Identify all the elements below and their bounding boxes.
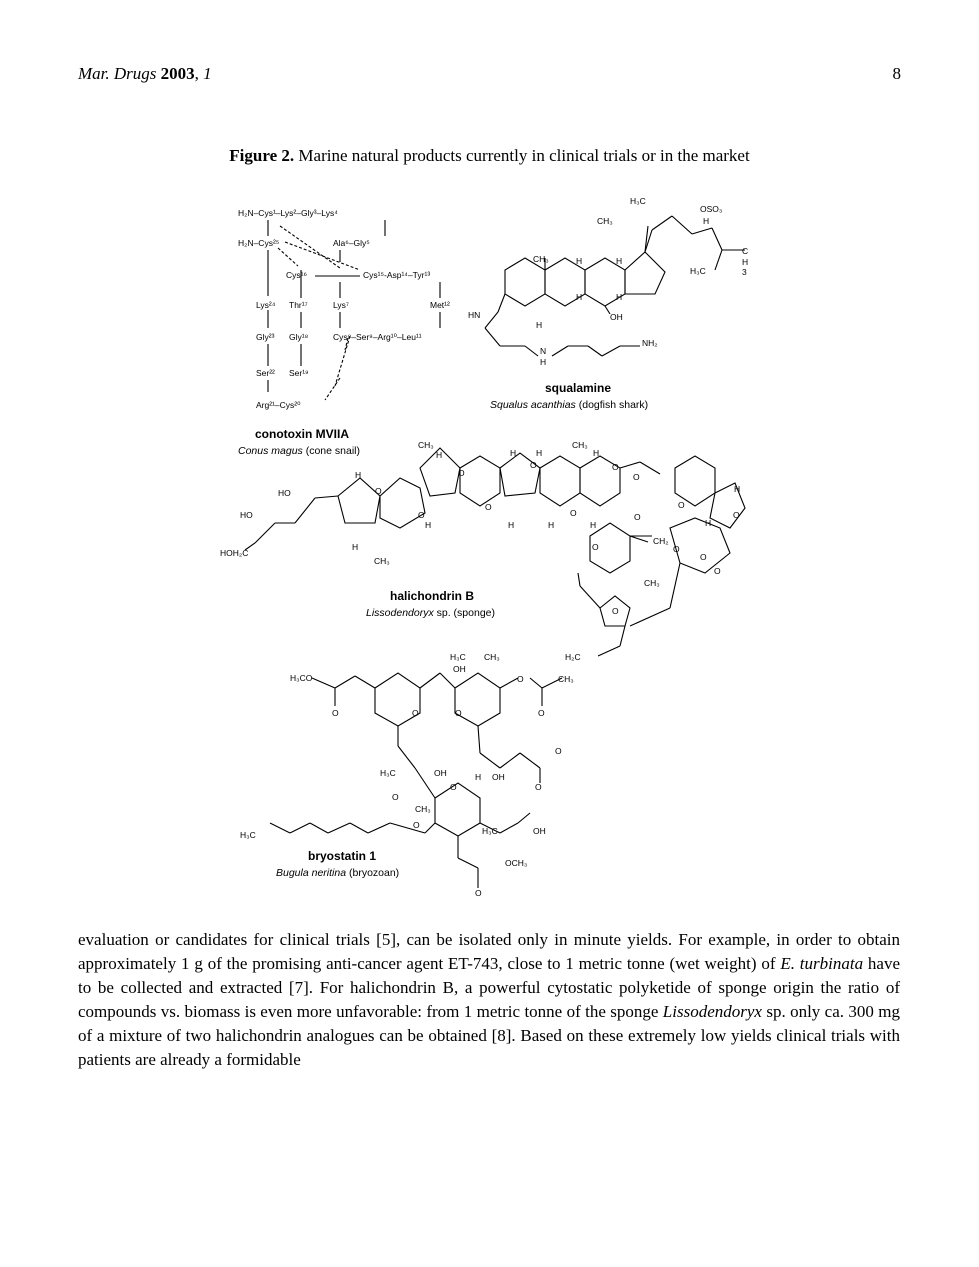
atom-label: CH₃ xyxy=(644,578,660,588)
atom-label: H₃C xyxy=(450,652,466,662)
atom-label: H xyxy=(703,216,710,226)
running-header: Mar. Drugs 2003, 1 xyxy=(78,64,212,83)
source-species: Bugula neritina xyxy=(276,867,347,879)
atom-label: O xyxy=(555,746,562,756)
conotoxin-row-6a: Ser²² xyxy=(256,368,275,378)
compound-name-halichondrin: halichondrin B xyxy=(390,589,474,603)
atom-label: O xyxy=(678,500,685,510)
source-common: (bryozoan) xyxy=(346,867,400,879)
atom-label: CH₃ xyxy=(484,652,500,662)
conotoxin-row-6b: Ser¹⁹ xyxy=(289,368,309,378)
atom-label: NH₂ xyxy=(642,338,658,348)
text-run-italic: Lissodendoryx xyxy=(662,1002,762,1021)
text-run: sp. only ca. 300 mg of a mixture of two halichondrin analogues can be obtained [8]. Based on these extremely low yields clinical trials with patients are already a formidable xyxy=(78,1002,900,1069)
atom-label: CH₂ xyxy=(653,536,669,546)
atom-label: O xyxy=(700,552,707,562)
atom-label: C xyxy=(742,246,749,256)
source-common: sp. (sponge) xyxy=(433,607,496,619)
atom-label: H₃C xyxy=(240,830,256,840)
atom-label: O xyxy=(375,486,382,496)
atom-label: H xyxy=(436,450,443,460)
conotoxin-row-3a: Cys¹⁶ xyxy=(286,270,307,280)
atom-label: H xyxy=(355,470,362,480)
atom-label: H xyxy=(590,520,597,530)
structures-svg xyxy=(200,178,800,898)
atom-label: OH xyxy=(434,768,447,778)
journal-year: 2003 xyxy=(160,64,195,83)
source-species: Squalus acanthias xyxy=(490,399,576,411)
atom-label: O xyxy=(455,708,462,718)
atom-label: HO xyxy=(240,510,253,520)
atom-label: O xyxy=(673,544,680,554)
atom-label: H xyxy=(705,518,712,528)
atom-label: H xyxy=(540,357,547,367)
atom-label: CH₃ xyxy=(597,216,613,226)
atom-label: 3 xyxy=(742,267,747,277)
atom-label: H₃C xyxy=(690,266,706,276)
atom-label: H xyxy=(508,520,515,530)
atom-label: H xyxy=(616,256,623,266)
text-run-italic: E. turbinata xyxy=(780,954,864,973)
conotoxin-row-3b: Cys¹⁵-Asp¹⁴–Tyr¹³ xyxy=(363,270,431,280)
atom-label: O xyxy=(633,472,640,482)
paragraph-text xyxy=(78,928,900,1072)
atom-label: O xyxy=(612,462,619,472)
conotoxin-row-4a: Lys²⁴ xyxy=(256,300,276,310)
atom-label: H xyxy=(536,320,543,330)
atom-label: H₃C xyxy=(482,826,498,836)
figure-caption-text: Marine natural products currently in clinical trials or in the market xyxy=(294,146,750,165)
atom-label: H xyxy=(576,292,583,302)
conotoxin-row-4c: Lys⁷ xyxy=(333,300,349,310)
conotoxin-row-4b: Thr¹⁷ xyxy=(289,300,308,310)
atom-label: H₃C xyxy=(380,768,396,778)
atom-label: HOH₂C xyxy=(220,548,249,558)
atom-label: HN xyxy=(468,310,481,320)
compound-source-conotoxin xyxy=(238,445,360,457)
atom-label: OH xyxy=(492,772,505,782)
atom-label: O xyxy=(530,460,537,470)
atom-label: O xyxy=(535,782,542,792)
conotoxin-row-5a: Gly²³ xyxy=(256,332,275,342)
conotoxin-row-2a: H₂N–Cys²⁵ xyxy=(238,238,280,248)
atom-label: O xyxy=(413,820,420,830)
conotoxin-row-5c: Cys⁸–Ser⁹–Arg¹⁰–Leu¹¹ xyxy=(333,332,422,342)
atom-label: H xyxy=(425,520,432,530)
compound-name-squalamine: squalamine xyxy=(545,381,612,395)
atom-label: CH₃ xyxy=(418,440,434,450)
conotoxin-row-2b: Ala⁶–Gly⁵ xyxy=(333,238,370,248)
atom-label: H xyxy=(734,484,741,494)
atom-label: H₂C xyxy=(565,652,581,662)
atom-label: O xyxy=(418,510,425,520)
atom-label: O xyxy=(450,782,457,792)
compound-source-squalamine xyxy=(490,399,648,411)
atom-label: H₃CO xyxy=(290,673,313,683)
source-common: (cone snail) xyxy=(302,445,360,457)
atom-label: OH xyxy=(453,664,466,674)
atom-label: OSO₃ xyxy=(700,204,723,214)
atom-label: O xyxy=(733,510,740,520)
compound-name-bryostatin: bryostatin 1 xyxy=(308,849,377,863)
source-common: (dogfish shark) xyxy=(575,399,649,411)
compound-source-halichondrin xyxy=(366,607,495,619)
atom-label: OCH₃ xyxy=(505,858,528,868)
atom-label: H₃C xyxy=(630,196,646,206)
conotoxin-row-7: Arg²¹–Cys²⁰ xyxy=(256,400,301,410)
atom-label: O xyxy=(612,606,619,616)
atom-label: O xyxy=(714,566,721,576)
atom-label: OH xyxy=(533,826,546,836)
atom-label: H xyxy=(576,256,583,266)
atom-label: H xyxy=(616,292,623,302)
atom-label: O xyxy=(538,708,545,718)
journal-volume: 1 xyxy=(203,64,212,83)
atom-label: H xyxy=(475,772,482,782)
source-species: Lissodendoryx xyxy=(366,607,434,619)
atom-label: CH₃ xyxy=(558,674,574,684)
journal-name: Mar. Drugs xyxy=(78,64,157,83)
compound-name-conotoxin: conotoxin MVIIA xyxy=(255,427,349,441)
atom-label: H xyxy=(536,448,543,458)
source-species: Conus magus xyxy=(238,445,303,457)
atom-label: H xyxy=(742,257,749,267)
body-paragraph xyxy=(78,928,900,1072)
text-run: evaluation or candidates for clinical trials [5], can be isolated only in minute yields. For example, in order to obtain approximately 1 g of the promising anti-cancer agent ET-743, close to 1 metric tonne (wet weight) of xyxy=(78,930,900,973)
atom-label: O xyxy=(458,468,465,478)
atom-label: CH₃ xyxy=(374,556,390,566)
conotoxin-row-5b: Gly¹⁸ xyxy=(289,332,309,342)
compound-source-bryostatin xyxy=(276,867,399,879)
atom-label: O xyxy=(475,888,482,898)
atom-label: H xyxy=(510,448,517,458)
atom-label: HO xyxy=(278,488,291,498)
atom-label: H xyxy=(593,448,600,458)
atom-label: N xyxy=(540,346,547,356)
atom-label: O xyxy=(392,792,399,802)
conotoxin-row-1: H₂N–Cys¹–Lys²–Gly³–Lys⁴ xyxy=(238,208,338,218)
conotoxin-row-4d: Met¹² xyxy=(430,300,450,310)
atom-label: O xyxy=(412,708,419,718)
atom-label: CH₃ xyxy=(533,254,549,264)
atom-label: O xyxy=(517,674,524,684)
figure-label: Figure 2. xyxy=(229,146,295,165)
figure-caption xyxy=(0,146,979,166)
atom-label: O xyxy=(485,502,492,512)
atom-label: O xyxy=(592,542,599,552)
atom-label: H xyxy=(352,542,359,552)
atom-label: O xyxy=(634,512,641,522)
text-run: have to be collected and extracted [7]. For halichondrin B, a powerful cytostatic polyketide of sponge origin the ratio of compounds vs. biomass is even more unfavorable: from 1 metric tonne of the sponge xyxy=(78,954,901,1021)
page-number: 8 xyxy=(892,64,901,83)
chemical-structures-figure xyxy=(200,178,800,898)
atom-label: CH₃ xyxy=(572,440,588,450)
atom-label: O xyxy=(570,508,577,518)
atom-label: O xyxy=(332,708,339,718)
atom-label: OH xyxy=(610,312,623,322)
atom-label: CH₃ xyxy=(415,804,431,814)
atom-label: H xyxy=(548,520,555,530)
